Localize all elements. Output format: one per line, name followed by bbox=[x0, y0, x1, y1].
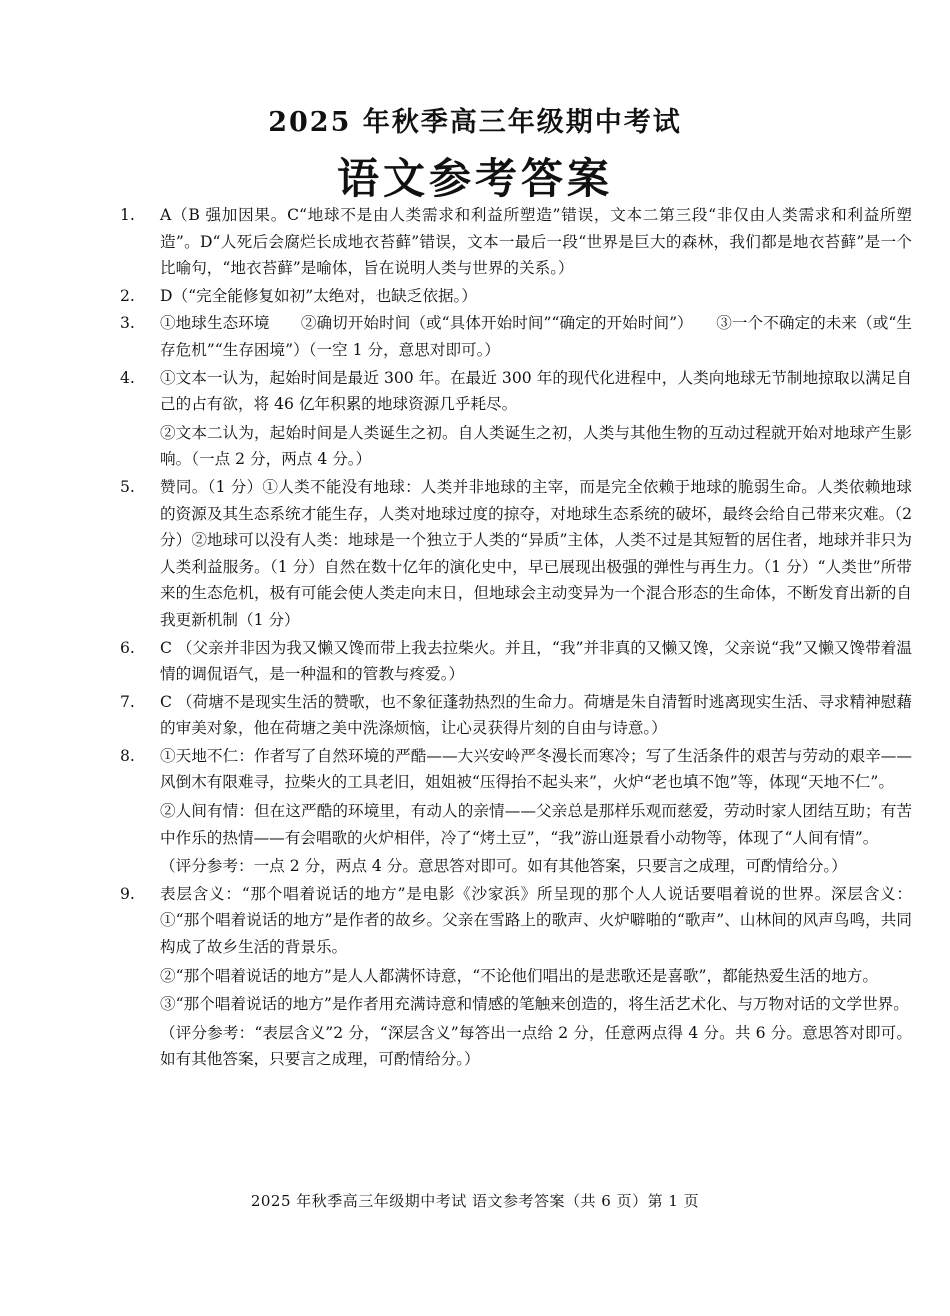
answer-paragraph: ③“那个唱着说话的地方”是作者用充满诗意和情感的笔触来创造的，将生活艺术化、与万物对话的文学世界。 bbox=[160, 995, 909, 1014]
answer-item bbox=[120, 635, 912, 688]
answer-number: 8. bbox=[120, 746, 135, 765]
exam-title: 2025 年秋季高三年级期中考试 bbox=[268, 107, 682, 138]
answer-paragraph: 表层含义：“那个唱着说话的地方”是电影《沙家浜》所呈现的那个人人说话要唱着说的世界。深层含义：①“那个唱着说话的地方”是作者的故乡。父亲在雪路上的歌声、火炉噼啪的“歌声”、山林间的风声鸟鸣，共同构成了故乡生活的背景乐。 bbox=[160, 884, 912, 957]
answer-item bbox=[120, 202, 912, 282]
answer-paragraph: ①文本一认为，起始时间是最近 300 年。在最近 300 年的现代化进程中，人类向地球无节制地掠取以满足自己的占有欲，将 46 亿年积累的地球资源几乎耗尽。 bbox=[160, 368, 912, 414]
answer-paragraph: （评分参考：一点 2 分，两点 4 分。意思答对即可。如有其他答案，只要言之成理，可酌情给分。） bbox=[160, 857, 847, 876]
answer-paragraph: C （父亲并非因为我又懒又馋而带上我去拉柴火。并且，“我”并非真的又懒又馋，父亲说“我”又懒又馋带着温情的调侃语气，是一种温和的管教与疼爱。） bbox=[160, 638, 912, 684]
answer-list bbox=[120, 202, 912, 1074]
answer-item bbox=[120, 689, 912, 742]
answer-number: 1. bbox=[120, 206, 135, 224]
answer-number: 9. bbox=[120, 884, 135, 903]
answer-number: 7. bbox=[120, 692, 135, 711]
answer-item bbox=[120, 310, 912, 363]
answer-number: 6. bbox=[120, 638, 135, 657]
document-title: 语文参考答案 bbox=[336, 154, 613, 203]
answer-paragraph: ②“那个唱着说话的地方”是人人都满怀诗意，“不论他们唱出的是悲歌还是喜歌”，都能热爱生活的地方。 bbox=[160, 966, 879, 985]
answer-item bbox=[120, 743, 912, 880]
page-footer: 2025 年秋季高三年级期中考试 语文参考答案（共 6 页）第 1 页 bbox=[250, 1192, 700, 1210]
answer-paragraph: （评分参考：“表层含义”2 分，“深层含义”每答出一点给 2 分，任意两点得 4 分。共 6 分。意思答对即可。如有其他答案，只要言之成理，可酌情给分。） bbox=[160, 1023, 912, 1069]
answer-item bbox=[120, 474, 912, 634]
answer-paragraph: D（“完全能修复如初”太绝对，也缺乏依据。） bbox=[160, 286, 477, 305]
answer-paragraph: ①地球生态环境 ②确切开始时间（或“具体开始时间”“确定的开始时间”） ③一个不确定的未来（或“生存危机”“生存困境”）（一空 1 分，意思对即可。） bbox=[160, 314, 912, 359]
answer-item bbox=[120, 283, 912, 310]
answer-number: 4. bbox=[120, 368, 135, 387]
answer-paragraph: A（B 强加因果。C“地球不是由人类需求和利益所塑造”错误，文本二第三段“非仅由人类需求和利益所塑造”。D“人死后会腐烂长成地衣苔藓”错误，文本一最后一段“世界是巨大的森林，我们都是地衣苔藓”是一个比喻句，“地衣苔藓”是喻体，旨在说明人类与世界的关系。） bbox=[160, 206, 912, 278]
answer-number: 3. bbox=[120, 314, 135, 333]
answer-item bbox=[120, 365, 912, 473]
answer-paragraph: ①天地不仁：作者写了自然环境的严酷——大兴安岭严冬漫长而寒冷；写了生活条件的艰苦与劳动的艰辛——风倒木有限难寻，拉柴火的工具老旧，姐姐被“压得抬不起头来”，火炉“老也填不饱”等，体现“天地不仁”。 bbox=[160, 746, 912, 792]
answer-paragraph: ②人间有情：但在这严酷的环境里，有动人的亲情——父亲总是那样乐观而慈爱，劳动时家人团结互助；有苦中作乐的热情——有会唱歌的火炉相伴，冷了“烤土豆”，“我”游山逛景看小动物等，体现了“人间有情”。 bbox=[160, 802, 912, 847]
answer-number: 2. bbox=[120, 286, 135, 305]
answer-paragraph: 赞同。（1 分）①人类不能没有地球：人类并非地球的主宰，而是完全依赖于地球的脆弱生命。人类依赖地球的资源及其生态系统才能生存，人类对地球过度的掠夺，对地球生态系统的破坏，最终会给自己带来灾难。（2 分）②地球可以没有人类：地球是一个独立于人类的“异质”主体，人类不过是其短暂的居住者，地球并非只为人类利益服务。（1 分）自然在数十亿年的演化史中，早已展现出极强的弹性与再生力。（1 分）“人类世”所带来的生态危机，极有可能会使人类走向末日，但地球会主动变异为一个混合形态的生命体，不断发育出新的自我更新机制（1 分） bbox=[160, 477, 912, 629]
answer-number: 5. bbox=[120, 477, 135, 496]
answer-paragraph: ②文本二认为，起始时间是人类诞生之初。自人类诞生之初，人类与其他生物的互动过程就开始对地球产生影响。（一点 2 分，两点 4 分。） bbox=[160, 423, 912, 469]
answer-paragraph: C （荷塘不是现实生活的赞歌，也不象征蓬勃热烈的生命力。荷塘是朱自清暂时逃离现实生活、寻求精神慰藉的审美对象，他在荷塘之美中洗涤烦恼，让心灵获得片刻的自由与诗意。） bbox=[160, 692, 912, 738]
answer-item bbox=[120, 881, 912, 1073]
